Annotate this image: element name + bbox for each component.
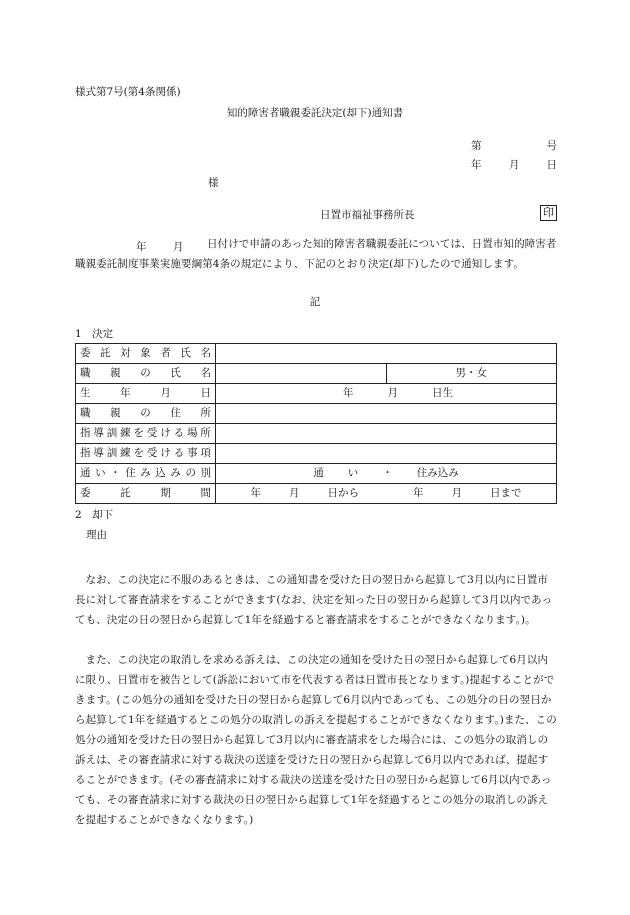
label-char: 受	[146, 447, 158, 459]
decision-table	[75, 343, 557, 504]
label-char: 年	[120, 387, 131, 399]
period-part: 年	[250, 487, 261, 499]
label-chars	[80, 384, 211, 403]
row-value	[216, 424, 557, 444]
label-char: 住	[170, 407, 181, 419]
intro-paragraph	[75, 234, 557, 274]
label-char: 場	[187, 427, 198, 439]
label-char: 導	[93, 427, 104, 439]
label-char: 項	[200, 447, 211, 459]
label-char: 所	[200, 407, 211, 419]
label-char: 訓	[106, 447, 118, 459]
dai-label: 第	[471, 140, 482, 152]
table-row	[76, 384, 557, 404]
notice-paragraph-1: なお、この決定に不服のあるときは、この通知書を受けた日の翌日から起算して3月以内に日置市長に対して審査請求をすることができます(なお、決定を知った日の翌日から起算して3月以内であっても、決定の日の翌日から起算して1年を経過すると審査請求をすることができなくなります。)。	[75, 574, 553, 626]
intro-text: 日付けで申請のあった知的障害者職親委託については、日置市知的障害者職親委託制度事業実施要綱第4条の規定により、下記のとおり決定(却下)したので通知します。	[75, 238, 557, 270]
label-chars	[80, 424, 211, 443]
label-char: 日	[200, 387, 211, 399]
row-label	[76, 444, 216, 464]
birth-month-label: 月	[387, 387, 398, 399]
table-row	[76, 404, 557, 424]
table-row	[76, 484, 557, 504]
birthdate-parts	[216, 384, 556, 403]
gender-cell: 男・女	[386, 364, 557, 384]
label-chars	[80, 484, 211, 503]
label-char: 親	[110, 407, 121, 419]
label-char: 指	[80, 447, 91, 459]
row-label	[76, 384, 216, 404]
label-chars	[80, 404, 211, 423]
label-char: 練	[120, 447, 131, 459]
intro-year: 年	[136, 241, 147, 253]
section1-heading: 1 決定	[75, 328, 114, 340]
form-label: 様式第7号(第4条関係)	[75, 86, 181, 98]
label-char: け	[160, 427, 171, 439]
go-label: 号	[546, 140, 557, 152]
label-char: 委	[80, 487, 91, 499]
label-char: 所	[200, 427, 211, 439]
label-chars	[80, 344, 211, 363]
label-char: を	[133, 427, 144, 439]
sender-name: 日置市福祉事務所長	[320, 209, 415, 221]
row-value	[216, 464, 557, 484]
table-row	[76, 364, 557, 384]
commute-part: い	[347, 467, 359, 479]
row-value	[216, 444, 557, 464]
label-char: 者	[160, 347, 171, 359]
label-char: 職	[80, 367, 91, 379]
row-label	[76, 404, 216, 424]
row-value	[216, 484, 557, 504]
label-char: の	[140, 407, 151, 419]
label-char: 象	[140, 347, 151, 359]
row-label	[76, 484, 216, 504]
label-char: ・	[110, 467, 121, 479]
label-char: 間	[200, 487, 211, 499]
label-char: を	[133, 447, 144, 459]
row-label	[76, 344, 216, 364]
label-char: 指	[80, 427, 91, 439]
reason-label: 理由	[86, 529, 107, 541]
addressee-suffix: 様	[208, 177, 219, 189]
label-char: 親	[110, 367, 121, 379]
label-char: の	[185, 467, 196, 479]
label-char: 通	[80, 467, 91, 479]
period-part: 日から	[327, 487, 359, 499]
label-char: け	[160, 447, 171, 459]
label-char: 練	[120, 427, 131, 439]
seal-char: 印	[540, 205, 557, 221]
date-day-label: 日	[546, 159, 557, 171]
label-chars	[80, 464, 211, 483]
period-part: 日まで	[490, 487, 522, 499]
period-part: 年	[413, 487, 424, 499]
period-parts	[216, 484, 556, 503]
row-value	[216, 404, 557, 424]
label-char: 名	[200, 367, 211, 379]
row-value	[216, 344, 557, 364]
intro-month: 月	[173, 241, 184, 253]
label-char: 氏	[170, 367, 181, 379]
commute-options	[216, 464, 556, 483]
label-char: み	[140, 467, 151, 479]
label-char: 事	[187, 447, 198, 459]
label-char: 委	[80, 347, 91, 359]
label-char: 氏	[180, 347, 191, 359]
label-chars	[80, 364, 211, 383]
commute-part: ・	[382, 467, 393, 479]
date-year-label: 年	[471, 159, 482, 171]
label-char: 別	[200, 467, 211, 479]
period-part: 月	[289, 487, 300, 499]
row-label	[76, 464, 216, 484]
label-char: る	[173, 447, 185, 459]
notice-paragraph-2: また、この決定の取消しを求める訴えは、この決定の通知を受けた日の翌日から起算して6月以内に限り、日置市を被告として(訴訟において市を代表する者は日置市長となります。)提起することができます。(この処分の通知を受けた日の翌日から起算して6月以内であっても、この処分の日の翌日から起算して1年を経過するとこの処分の取消しの訴えを提起することができなくなります。)また、この処分の通知を受けた日の翌日から起算して3月以内に審査請求をした場合には、この処分の取消しの訴えは、その審査請求に対する裁決の送達を受けた日の翌日から起算して6月以内であれば、提起することができます。(その審査請求に対する裁決の送達を受けた日の翌日から起算して6月以内であっても、その審査請求に対する裁決の日の翌日から起算して1年を経過するとこの処分の取消しの訴えを提起することができなくなります。)	[75, 654, 557, 826]
table-row	[76, 444, 557, 464]
section2-heading: 2 却下	[75, 509, 114, 521]
birth-day-label: 日生	[432, 387, 453, 399]
period-part: 月	[451, 487, 462, 499]
table-row	[76, 344, 557, 364]
label-chars	[80, 444, 211, 463]
label-char: 託	[100, 347, 111, 359]
label-char: 受	[146, 427, 158, 439]
row-value	[216, 364, 387, 384]
document-number-line	[471, 138, 557, 153]
row-label	[76, 364, 216, 384]
table-row	[76, 464, 557, 484]
date-line	[471, 157, 557, 172]
label-char: 名	[200, 347, 211, 359]
live-in-part: 住み込み	[416, 467, 459, 479]
label-char: み	[170, 467, 181, 479]
label-char: 込	[155, 467, 166, 479]
label-char: 期	[160, 487, 171, 499]
row-label	[76, 424, 216, 444]
date-month-label: 月	[509, 159, 520, 171]
label-char: 住	[125, 467, 136, 479]
seal-box	[540, 205, 557, 221]
label-char: 月	[160, 387, 171, 399]
birth-year-label: 年	[343, 387, 354, 399]
label-char: 導	[93, 447, 104, 459]
table-row	[76, 424, 557, 444]
label-char: 訓	[106, 427, 118, 439]
commute-part: 通	[313, 467, 324, 479]
label-char: る	[173, 427, 185, 439]
row-value	[216, 384, 557, 404]
label-char: 職	[80, 407, 91, 419]
ki-label: 記	[309, 296, 321, 308]
label-char: 生	[80, 387, 91, 399]
label-char: の	[140, 367, 151, 379]
label-char: 対	[120, 347, 131, 359]
label-char: い	[95, 467, 106, 479]
document-title: 知的障害者職親委託決定(却下)通知書	[226, 107, 404, 119]
label-char: 託	[120, 487, 131, 499]
